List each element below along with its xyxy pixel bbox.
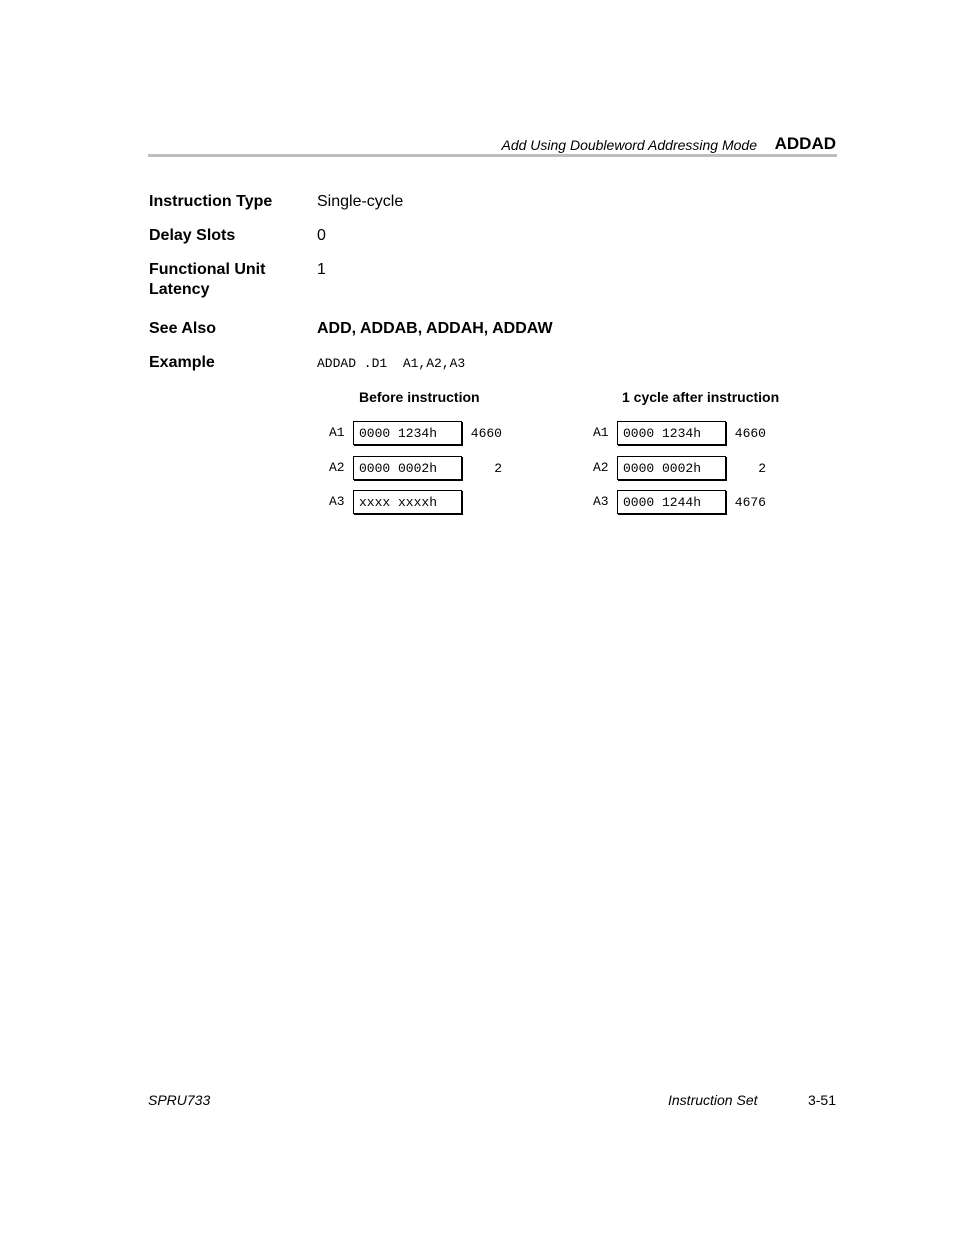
header-subtitle: Add Using Doubleword Addressing Mode bbox=[501, 137, 757, 153]
example-code: ADDAD .D1 A1,A2,A3 bbox=[317, 356, 466, 371]
register-name: A2 bbox=[329, 460, 345, 475]
field-label: Functional Unit Latency bbox=[149, 261, 266, 298]
register-decimal: 4660 bbox=[734, 426, 766, 441]
before-caption: Before instruction bbox=[359, 389, 480, 405]
register-name: A3 bbox=[593, 494, 609, 509]
after-caption: 1 cycle after instruction bbox=[622, 389, 780, 405]
field-label: See Also bbox=[149, 320, 216, 337]
register-name: A1 bbox=[329, 425, 345, 440]
field-label: Instruction Type bbox=[149, 193, 273, 210]
register-decimal: 4660 bbox=[470, 426, 502, 441]
footer-page-number: 3-51 bbox=[807, 1092, 836, 1108]
register-value-box: 0000 0002h bbox=[617, 456, 726, 480]
footer-section: Instruction Set bbox=[668, 1092, 758, 1108]
register-value-box: 0000 1234h bbox=[617, 421, 726, 445]
register-decimal: 2 bbox=[758, 461, 766, 476]
register-decimal: 4676 bbox=[734, 495, 766, 510]
header-title: ADDAD bbox=[774, 134, 836, 153]
register-value-box: 0000 1234h bbox=[353, 421, 462, 445]
register-name: A1 bbox=[593, 425, 609, 440]
field-label: Example bbox=[149, 354, 215, 371]
footer-doc-id: SPRU733 bbox=[148, 1092, 211, 1108]
header-rule bbox=[148, 154, 837, 157]
register-name: A2 bbox=[593, 460, 609, 475]
field-label: Delay Slots bbox=[149, 227, 236, 244]
field-value: Single-cycle bbox=[317, 193, 404, 210]
field-value: 1 bbox=[317, 261, 326, 278]
register-name: A3 bbox=[329, 494, 345, 509]
register-decimal: 2 bbox=[494, 461, 502, 476]
field-value: 0 bbox=[317, 227, 326, 244]
field-value: ADD, ADDAB, ADDAH, ADDAW bbox=[317, 320, 553, 337]
register-value-box: 0000 1244h bbox=[617, 490, 726, 514]
register-value-box: 0000 0002h bbox=[353, 456, 462, 480]
register-value-box: xxxx xxxxh bbox=[353, 490, 462, 514]
